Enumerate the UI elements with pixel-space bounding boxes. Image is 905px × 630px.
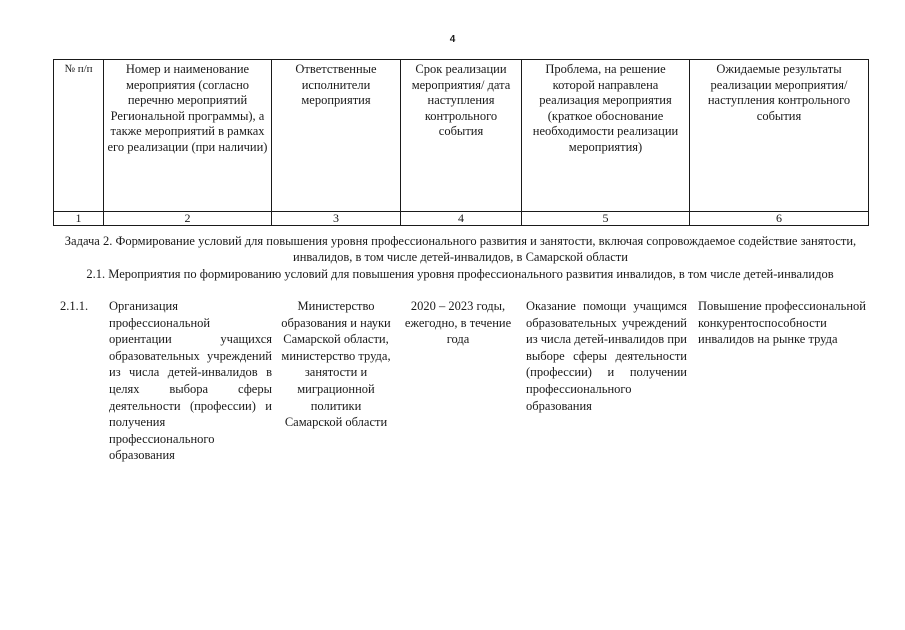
row-number: 2.1.1.	[60, 299, 89, 313]
page-number: 4	[449, 34, 456, 45]
column-number: 3	[272, 212, 401, 226]
column-number: 5	[522, 212, 690, 226]
column-number-row	[54, 212, 869, 226]
column-number: 2	[104, 212, 272, 226]
header-col-term: Срок реализации мероприятия/ дата наступления контрольного события	[401, 60, 522, 212]
header-col-name: Номер и наименование мероприятия (согласно перечню мероприятий Региональной программы), а также мероприятий в рамках его реализации (при наличии)	[104, 60, 272, 212]
header-col-responsible: Ответственные исполнители мероприятия	[272, 60, 401, 212]
table-header	[53, 59, 869, 226]
column-number: 6	[690, 212, 869, 226]
header-col-problem: Проблема, на решение которой направлена реализация мероприятия (краткое обоснование необходимости реализации мероприятия)	[522, 60, 690, 212]
row-problem: Оказание помощи учащимся образовательных учреждений из числа детей-инвалидов при выборе сферы деятельности (профессии) и получении профессионального образования	[526, 299, 687, 413]
column-number: 4	[401, 212, 522, 226]
column-number: 1	[54, 212, 104, 226]
row-responsible: Министерство образования и науки Самарской области, министерство труда, занятости и миграционной политики Самарской области	[281, 299, 391, 430]
subsection-heading: 2.1. Мероприятия по формированию условий для повышения уровня профессионального развития инвалидов, в том числе детей-инвалидов	[86, 267, 834, 281]
task-heading: Задача 2. Формирование условий для повышения уровня профессионального развития и занятости, включая сопровождаемое содействие занятости, инвалидов, в том числе детей-инвалидов, в Самарской области	[64, 234, 857, 264]
header-col-result: Ожидаемые результаты реализации мероприятия/ наступления контрольного события	[690, 60, 869, 212]
header-col-number: № п/п	[54, 60, 104, 212]
header-row	[54, 60, 869, 212]
row-term: 2020 – 2023 годы, ежегодно, в течение года	[404, 299, 512, 347]
row-measure-name: Организация профессиональной ориентации учащихся образовательных учреждений из числа детей-инвалидов в целях выбора сферы деятельности (профессии) и получения профессионального образования	[109, 299, 272, 463]
row-result: Повышение профессиональной конкурентоспособности инвалидов на рынке труда	[698, 299, 866, 347]
